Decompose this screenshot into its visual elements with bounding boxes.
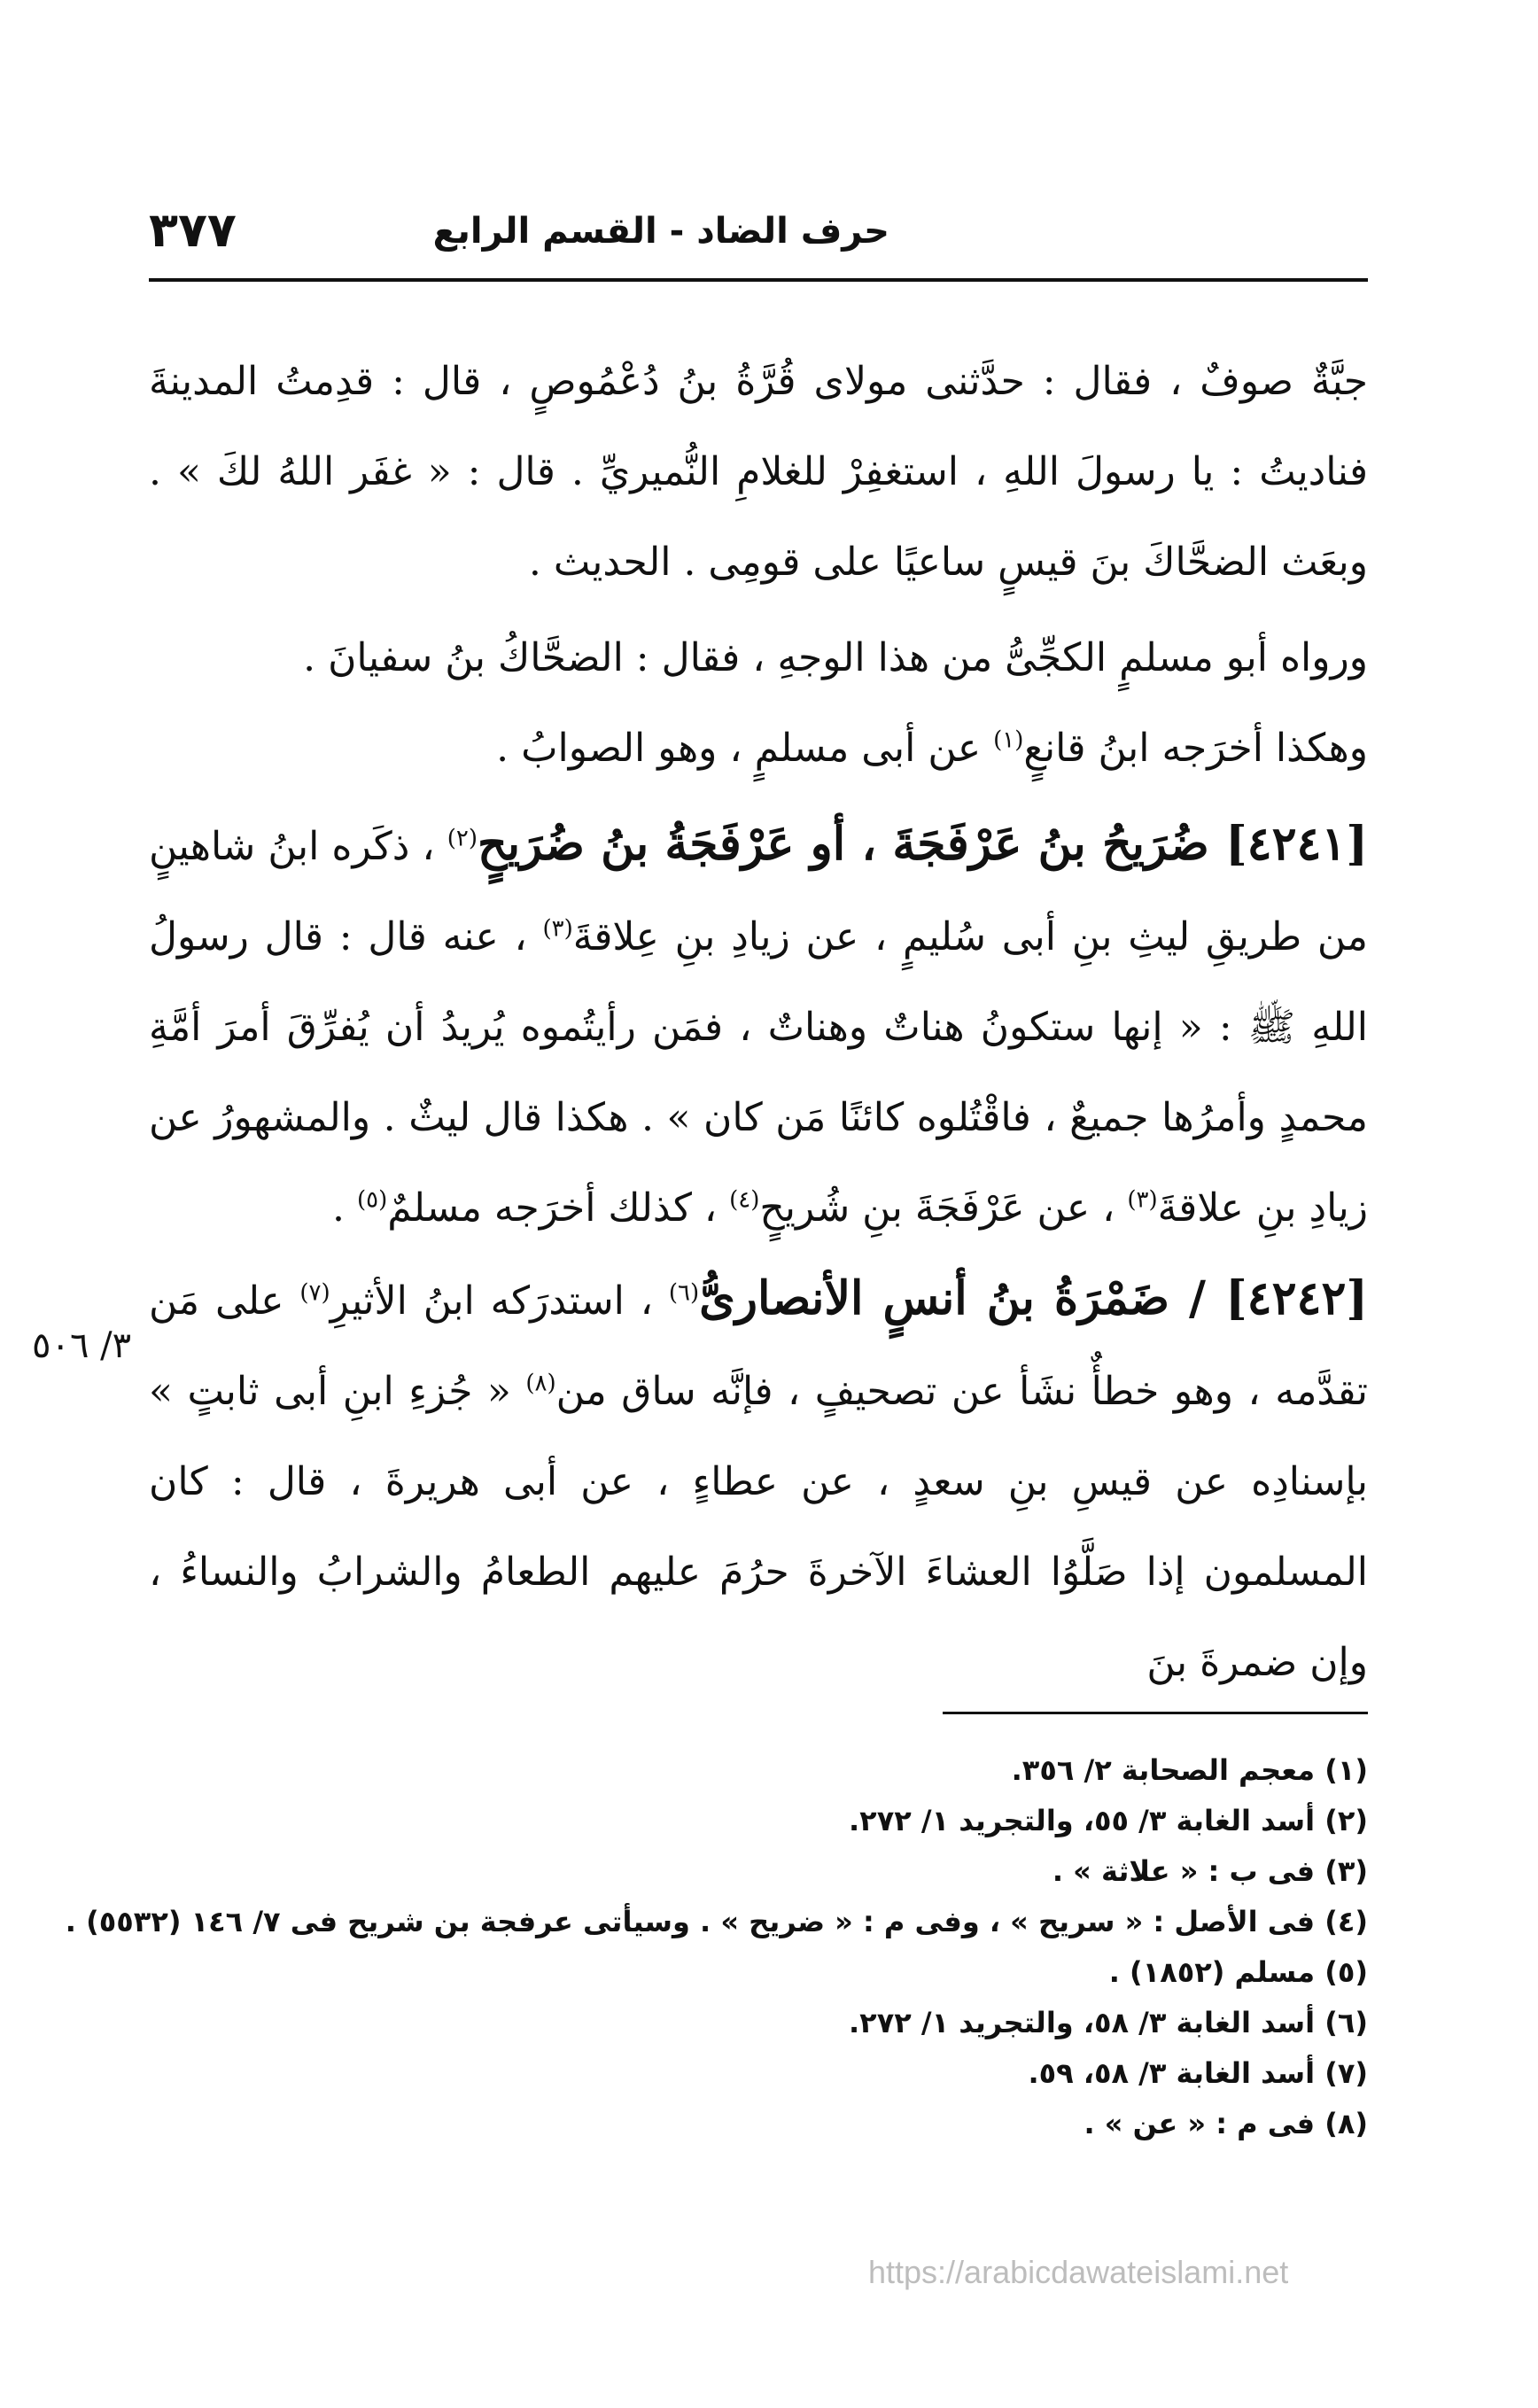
footnotes <box>65 1745 1368 2149</box>
page-number: ٣٧٧ <box>149 202 237 258</box>
footnote-ref-3b: (٣) <box>1127 1186 1158 1214</box>
footnote-6: (٦) أسد الغابة ٣/ ٥٨، والتجريد ١/ ٢٧٢. <box>849 2006 1368 2039</box>
footnote-2: (٢) أسد الغابة ٣/ ٥٥، والتجريد ١/ ٢٧٢. <box>849 1804 1368 1837</box>
footnote-5: (٥) مسلم (١٨٥٢) . <box>1108 1955 1368 1989</box>
entry-4242-name: / ضَمْرَةُ بنُ أنسٍ الأنصارىُّ <box>699 1271 1226 1325</box>
footnote-ref-5: (٥) <box>356 1186 388 1214</box>
entry-4241-text-d: ، كذلك أخرَجه مسلمٌ <box>387 1185 730 1231</box>
entry-4242-number: [٤٢٤٢] <box>1225 1271 1368 1325</box>
paragraph-2: ورواه أبو مسلمٍ الكجِّىُّ من هذا الوجهِ ، فقال : الضحَّاكُ بنُ سفيانَ . <box>303 635 1368 680</box>
entry-4242-text-c: « جُزءِ ابنِ أبى ثابتٍ » بإسنادِه عن قيسِ بنِ سعدٍ ، عن عطاءٍ ، عن أبى هريرةَ ، قال : كان المسلمون إذا صَلَّوُا العشاءَ الآخرةَ حرُمَ عليهم الطعامُ والشرابُ والنساءُ ، وإن ضمرةَ بنَ <box>149 1369 1368 1685</box>
running-title: حرف الضاد - القسم الرابع <box>432 211 889 252</box>
footnote-1: (١) معجم الصحابة ٢/ ٣٥٦. <box>1011 1753 1368 1787</box>
footnote-3: (٣) فى ب : « علاثة » . <box>1052 1854 1368 1888</box>
footnote-4: (٤) فى الأصل : « سريح » ، وفى م : « ضريح » . وسيأتى عرفجة بن شريح فى ٧/ ١٤٦ (٥٥٣٢) . <box>65 1905 1368 1938</box>
footnote-ref-3: (٣) <box>542 915 573 943</box>
paragraph-1: جبَّةٌ صوفٌ ، فقال : حدَّثنى مولاى قُرَّةُ بنُ دُعْمُوصٍ ، قال : قدِمتُ المدينةَ فناديتُ : يا رسولَ اللهِ ، استغفِرْ للغلامِ النُّميريِّ . قال : « غفَر اللهُ لكَ » . وبعَث الضحَّاكَ بنَ قيسٍ ساعيًا على قومِى . الحديث . <box>149 359 1368 585</box>
entry-4241-text-c: ، عن عَرْفَجَةَ بنِ شُريحٍ <box>759 1185 1128 1231</box>
footnote-8: (٨) فى م : « عن » . <box>1084 2107 1368 2140</box>
entry-4242-text-a: ، استدرَكه ابنُ الأثيرِ <box>330 1278 669 1324</box>
entry-4241-text-e: . <box>332 1185 357 1231</box>
margin-reference: ٣/ ٥٠٦ <box>32 1325 132 1366</box>
entry-4241-number: [٤٢٤١] <box>1225 817 1368 871</box>
footnote-7: (٧) أسد الغابة ٣/ ٥٨، ٥٩. <box>1028 2056 1368 2090</box>
footnote-rule <box>943 1712 1368 1714</box>
entry-4242-text-b: على مَن تقدَّمه ، وهو خطأٌ نشَأ عن تصحيفٍ ، فإنَّه ساق من <box>149 1278 1369 1414</box>
entry-4242 <box>149 1254 1368 1708</box>
header-rule <box>149 278 1368 282</box>
paragraph-3-text-b: عن أبى مسلمٍ ، وهو الصوابُ . <box>496 726 994 771</box>
footnote-ref-2: (٢) <box>447 825 478 852</box>
entry-4241 <box>149 799 1368 1254</box>
entry-4241-text-a: ، ذكَره ابنُ شاهينٍ من طريقِ ليثِ بنِ أبى سُليمٍ ، عن زيادِ بنِ عِلاقةَ <box>149 824 1368 959</box>
entry-4241-name: ضُرَيحُ بنُ عَرْفَجَةَ ، أو عَرْفَجَةُ بنُ ضُرَيحٍ <box>478 817 1226 871</box>
body-text <box>149 337 1368 1708</box>
entry-4241-text-b: ، عنه قال : قال رسولُ اللهِ ﷺ : « إنها ستكونُ هناتٌ وهناتٌ ، فمَن رأيتُموه يُريدُ أن يُفرِّقَ أمرَ أمَّةِ محمدٍ وأمرُها جميعٌ ، فاقْتُلوه كائنًا مَن كان » . هكذا قال ليثٌ . والمشهورُ عن زيادِ بنِ علاقةَ <box>149 914 1368 1231</box>
footnote-ref-4: (٤) <box>729 1186 760 1214</box>
paragraph-3-text-a: وهكذا أخرَجه ابنُ قانعٍ <box>1023 726 1368 771</box>
paragraph-3 <box>149 703 1368 794</box>
footnote-ref-1: (١) <box>993 726 1024 754</box>
page-header <box>149 193 1368 273</box>
footnote-ref-6: (٦) <box>668 1279 700 1307</box>
footnote-ref-7: (٧) <box>299 1279 330 1307</box>
footnote-ref-8: (٨) <box>525 1370 556 1397</box>
watermark-url: https://arabicdawateislami.net <box>868 2254 1289 2290</box>
